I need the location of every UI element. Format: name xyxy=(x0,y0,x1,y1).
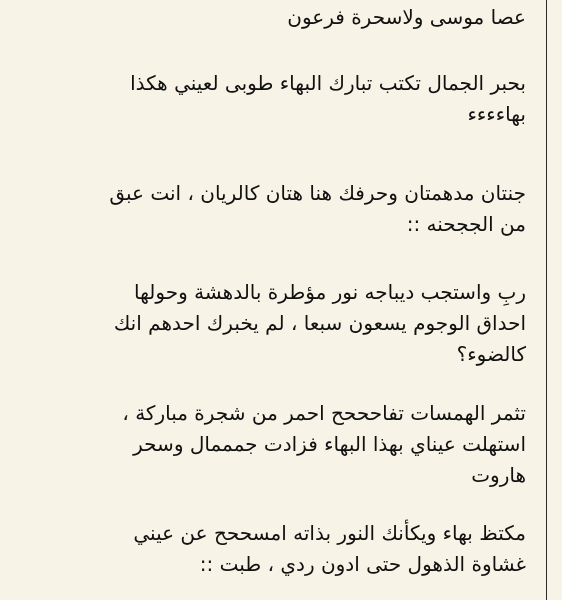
text-line: بهاءءءء xyxy=(467,102,526,126)
text-line: عصا موسى ولاسحرة فرعون xyxy=(287,5,526,29)
text-line: استهلت عيناي بهذا البهاء فزادت جمممال وسحر xyxy=(133,432,526,456)
text-line: بحبر الجمال تكتب تبارك البهاء طوبى لعيني هكذا xyxy=(130,71,526,95)
text-line: كالضوء؟ xyxy=(456,342,526,366)
text-line: هاروت xyxy=(471,463,526,487)
text-line: احداق الوجوم يسعون سبعا ، لم يخبرك احدهم انك xyxy=(113,311,526,335)
paragraph-1 xyxy=(287,2,526,33)
text-line: ربِ واستجب ديباجه نور مؤطرة بالدهشة وحولها xyxy=(133,280,526,304)
text-line: مكتظ بهاء ويكأنك النور بذاته امسححح عن عيني xyxy=(133,521,526,545)
paragraph-2 xyxy=(130,68,526,130)
text-line: جنتان مدهمتان وحرفك هنا هتان كالريان ، انت عبق xyxy=(109,181,526,205)
paragraph-5 xyxy=(122,398,526,491)
page-edge-divider xyxy=(546,0,547,600)
paragraph-3 xyxy=(109,178,526,240)
text-line: من الججحنه :: xyxy=(406,212,526,236)
paragraph-4 xyxy=(114,277,526,370)
text-line: تثمر الهمسات تفاحححح احمر من شجرة مباركة ، xyxy=(122,401,526,425)
text-line: غشاوة الذهول حتى ادون ردي ، طبت :: xyxy=(199,552,526,576)
paragraph-6 xyxy=(133,518,526,580)
